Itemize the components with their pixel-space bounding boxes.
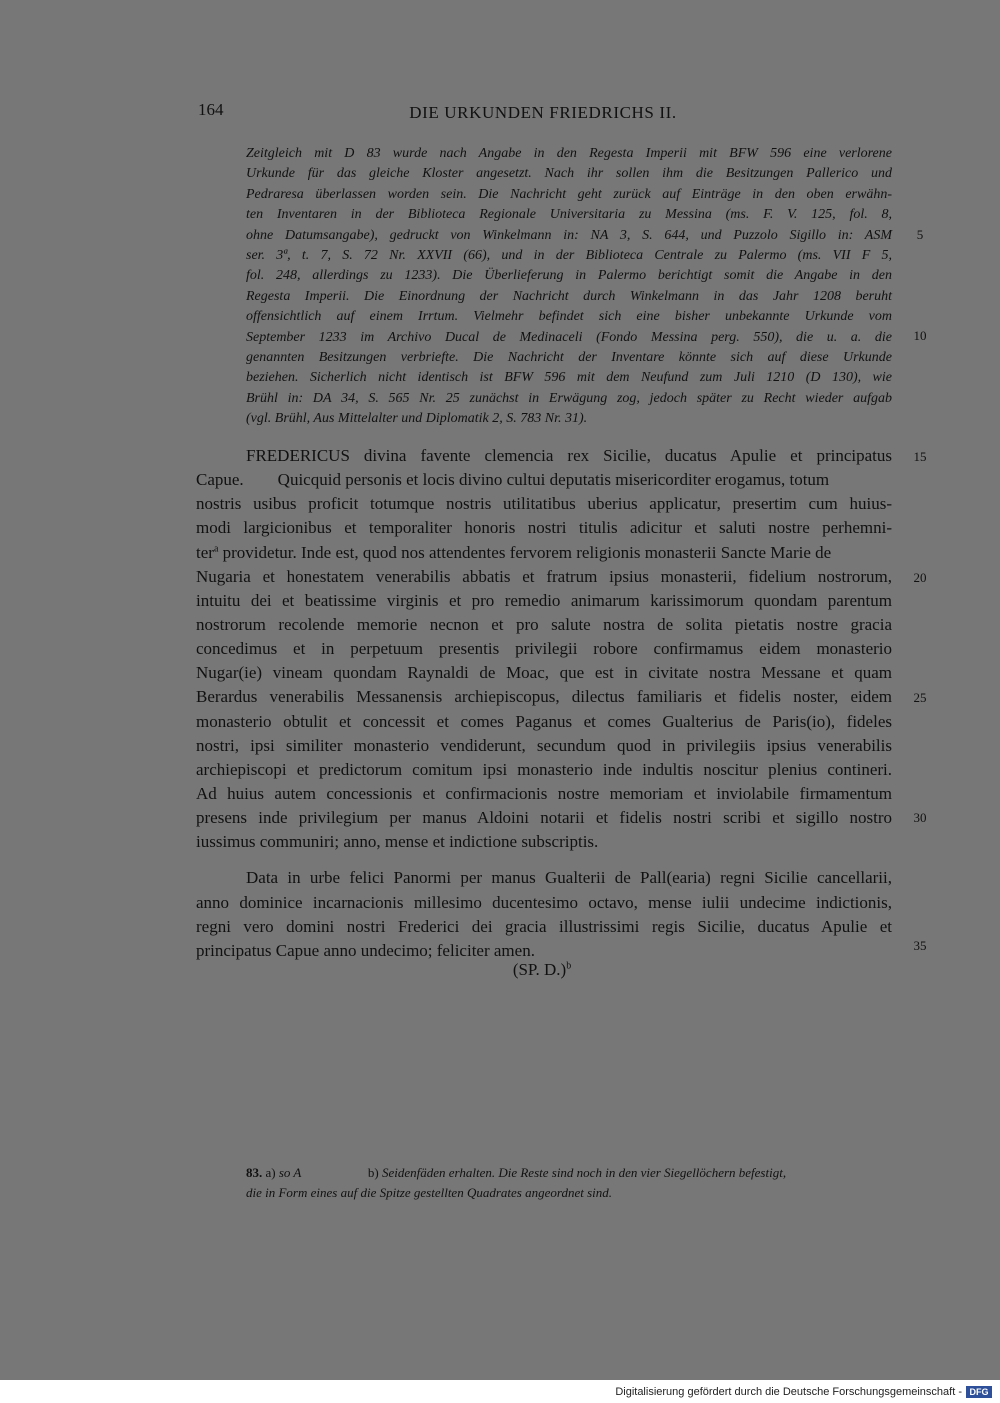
dating-line: anno dominice incarnacionis millesimo ducentesimo octavo, mense iulii undecime indictionis,	[196, 892, 892, 912]
charter-line: archiepiscopi et predictorum comitum ipsi monasterio inde indultis noscitur plenius contineri.	[196, 759, 892, 779]
digitization-footer	[0, 1380, 1000, 1403]
dfg-logo: DFG	[966, 1386, 992, 1398]
intro-line: genannten Besitzungen verbriefte. Die Nachricht der Inventare könnte sich auf diese Urkunde	[246, 349, 892, 365]
line-number: 35	[913, 938, 927, 953]
intro-line: ohne Datumsangabe), gedruckt von Winkelmann in: NA 3, S. 644, und Puzzolo Sigillo in: ASM	[246, 227, 892, 243]
charter-line: FREDERICUS divina favente clemencia rex Sicilie, ducatus Apulie et principatus	[246, 446, 892, 465]
page-number: 164	[198, 100, 224, 119]
footnote-mark-b: b	[566, 960, 572, 972]
intro-line: offensichtlich auf einem Irrtum. Vielmehr befindet sich eine bisher unbekannte Urkunde vom	[246, 309, 892, 325]
intro-line: Urkunde für das gleiche Kloster angesetzt. Nach ihr sollen ihm die Besitzungen Pallerico und	[246, 166, 892, 182]
charter-line: monasterio obtulit et concessit et comes Paganus et comes Gualterius de Paris(io), fideles	[196, 711, 892, 731]
charter-line: presens inde privilegium per manus Aldoini notarii et fidelis nostri scribi et sigillo nostro	[196, 808, 892, 828]
dating-line: Data in urbe felici Panormi per manus Gualterii de Pall(earia) regni Sicilie cancellarii,	[246, 868, 892, 888]
seal-notation	[0, 960, 1000, 980]
charter-line: Ad huius autem concessionis et confirmacionis nostre memoriam et inviolabile firmamentum	[196, 783, 892, 803]
introductory-note	[246, 144, 892, 429]
page-header	[198, 100, 888, 126]
intro-line: (vgl. Brühl, Aus Mittelalter und Diplomatik 2, S. 783 Nr. 31).	[246, 411, 588, 427]
dating-line: principatus Capue anno undecimo; feliciter amen.	[196, 940, 535, 960]
charter-text	[196, 444, 892, 963]
line-number: 25	[913, 690, 927, 705]
charter-text-fragment: ter	[196, 542, 214, 562]
footnote-line	[246, 1163, 892, 1183]
footnote-b-text: Seidenfäden erhalten. Die Reste sind noch in den vier Siegellöchern befestigt,	[381, 1165, 787, 1180]
line-number: 30	[913, 810, 927, 825]
footnote-number: 83.	[246, 1165, 263, 1180]
charter-line: Nugaria et honestatem venerabilis abbatis et fratrum ipsius monasterii, fidelium nostrorum,	[196, 566, 892, 586]
charter-line: modi largicionibus et temporaliter honoris nostri titulis adicitur et saluti nostre perhemni-	[196, 518, 892, 538]
intro-line: ser. 3ª, t. 7, S. 72 Nr. XXVII (66), und in der Biblioteca Centrale zu Palermo (ms. VII F 5,	[246, 247, 892, 263]
charter-line: Capue. Quicquid personis et locis divino cultui deputatis misericorditer erogamus, totum	[196, 470, 830, 490]
footnote-b-label: b)	[367, 1165, 379, 1180]
line-number-margin	[905, 0, 945, 1380]
charter-line: intuitu dei et beatissime virginis et pro remedio animarum karissimorum quondam parentum	[196, 590, 892, 610]
charter-line	[196, 541, 892, 565]
intro-line: ten Inventaren in der Biblioteca Regionale Universitaria zu Messina (ms. F. V. 125, fol. 8,	[246, 207, 892, 223]
charter-line: nostrorum recolende memorie necnon et pro salute nostra de solita pietatis nostre gracia	[196, 614, 892, 634]
charter-line: nostris usibus proficit totumque nostris utilitatibus uberius applicatur, presertim cum huius-	[196, 494, 892, 514]
footnotes	[246, 1163, 892, 1203]
seal-text: (SP. D.)	[512, 960, 567, 979]
line-number: 5	[916, 227, 924, 242]
intro-line: September 1233 im Archivo Ducal de Medinaceli (Fondo Messina perg. 550), die u. a. die	[246, 329, 892, 345]
charter-line: iussimus communiri; anno, mense et indictione subscriptis.	[196, 832, 599, 852]
intro-line: Regesta Imperii. Die Einordnung der Nachricht durch Winkelmann in das Jahr 1208 beruht	[246, 288, 892, 304]
charter-line: Berardus venerabilis Messanensis archiepiscopus, dilectus familiaris et fidelis noster, eidem	[196, 687, 892, 707]
charter-line: nostri, ipsi similiter monasterio vendiderunt, secundum quod in privilegiis ipsius venerabilis	[196, 735, 892, 755]
charter-line: concedimus et in perpetuum presentis privilegii robore confirmamus eidem monasterio	[196, 639, 892, 659]
intro-line: Pedraresa überlassen worden sein. Die Nachricht geht zurück auf Einträge in den oben erwähn-	[246, 186, 892, 202]
charter-line: Nugar(ie) vineam quondam Raynaldi de Moac, que est in civitate nostra Messane et quam	[196, 663, 892, 683]
footnote-a-text: so A	[278, 1165, 302, 1180]
paragraph-gap	[196, 854, 892, 866]
intro-line: beziehen. Sicherlich nicht identisch ist BFW 596 mit dem Neufund zum Juli 1210 (D 130), wie	[246, 370, 892, 386]
intro-line: fol. 248, allerdings zu 1233). Die Überlieferung in Palermo berichtigt somit die Angabe in den	[246, 268, 892, 284]
intro-line: Brühl in: DA 34, S. 565 Nr. 25 zunächst in Erwägung zog, jedoch später zu Recht wieder aufgab	[246, 390, 892, 406]
running-title: DIE URKUNDEN FRIEDRICHS II.	[409, 103, 677, 122]
dfg-credit: Digitalisierung gefördert durch die Deutsche Forschungsgemeinschaft -	[615, 1386, 962, 1398]
line-number: 15	[913, 449, 927, 464]
intro-line: Zeitgleich mit D 83 wurde nach Angabe in den Regesta Imperii mit BFW 596 eine verlorene	[246, 146, 892, 161]
footnote-a-label: a)	[265, 1165, 276, 1180]
dating-line: regni vero domini nostri Frederici dei gracia illustrissimi regis Sicilie, ducatus Apulie et	[196, 916, 892, 936]
charter-text-fragment: providetur. Inde est, quod nos attendentes fervorem religionis monasterii Sancte Marie de	[218, 542, 832, 562]
line-number: 10	[913, 328, 927, 343]
line-number: 20	[913, 570, 927, 585]
footnote-mark-a: a	[213, 542, 219, 554]
footnote-line: die in Form eines auf die Spitze gestellten Quadrates angeordnet sind.	[246, 1185, 612, 1200]
